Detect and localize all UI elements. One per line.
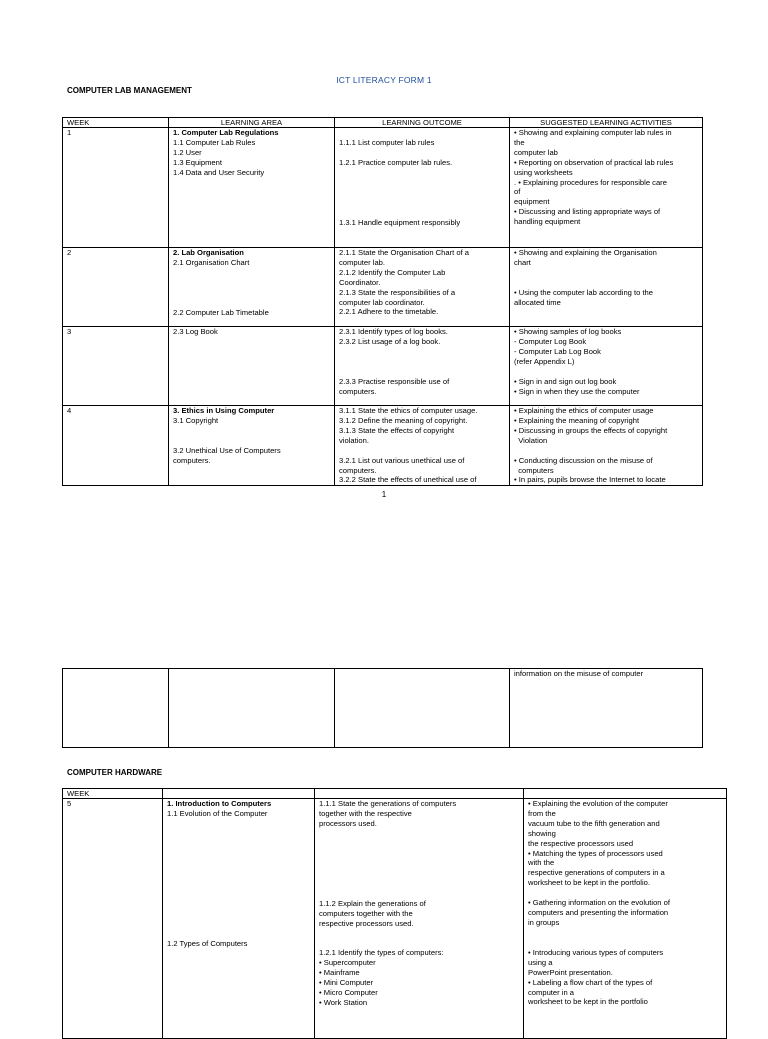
activities-cell: • Showing samples of log books - Computer Log Book - Computer Lab Log Book (refer Appendix L) • Sign in and sign out log book • Sign in when they use the computer [510,327,703,406]
week-cell [63,669,169,748]
learning-outcome-cell: 2.3.1 Identify types of log books. 2.3.2 List usage of a log book. 2.3.3 Practise responsible use of computers. [335,327,510,406]
header-learning-outcome: LEARNING OUTCOME [335,118,510,128]
continuation-table [62,668,703,748]
lab-management-table [62,117,703,486]
learning-area-cell: 1. Computer Lab Regulations 1.1 Computer Lab Rules 1.2 User 1.3 Equipment 1.4 Data and User Security [169,128,335,248]
table-row [63,669,703,748]
header-empty [315,789,524,799]
week-cell: 1 [63,128,169,248]
week-cell: 5 [63,799,163,1039]
learning-outcome-cell: 3.1.1 State the ethics of computer usage. 3.1.2 Define the meaning of copyright. 3.1.3 State the effects of copyright violation. 3.2.1 List out various unethical use of computers. 3.2.2 State the effects of unethical use of [335,406,510,486]
section-title-hardware: COMPUTER HARDWARE [67,768,163,777]
section-title-lab-management: COMPUTER LAB MANAGEMENT [67,86,192,95]
header-empty [524,789,727,799]
learning-area-cell [169,669,335,748]
table-row [63,799,727,1039]
document-title: ICT LITERACY FORM 1 [336,75,432,85]
table-row [63,128,703,248]
activities-cell: information on the misuse of computer [510,669,703,748]
table-header-row [63,789,727,799]
header-learning-area: LEARNING AREA [169,118,335,128]
week-cell: 3 [63,327,169,406]
learning-outcome-cell: 1.1.1 List computer lab rules 1.2.1 Practice computer lab rules. 1.3.1 Handle equipment responsibly [335,128,510,248]
table-row [63,248,703,327]
activities-cell: • Showing and explaining the Organisation chart • Using the computer lab according to the allocated time [510,248,703,327]
learning-outcome-cell: 1.1.1 State the generations of computers together with the respective processors used. 1.1.2 Explain the generations of computers together with the respective processors used. 1.2.1 Identify the types of computers: • Supercomputer • Mainframe • Mini Computer • Micro Computer • Work Station [315,799,524,1039]
learning-area-cell: 2. Lab Organisation 2.1 Organisation Chart 2.2 Computer Lab Timetable [169,248,335,327]
header-suggested-activities: SUGGESTED LEARNING ACTIVITIES [510,118,703,128]
header-empty [163,789,315,799]
header-week: WEEK [63,789,163,799]
header-week: WEEK [63,118,169,128]
table-row [63,327,703,406]
week-cell: 2 [63,248,169,327]
activities-cell: • Showing and explaining computer lab rules in the computer lab • Reporting on observation of practical lab rules using worksheets . • Explaining procedures for responsible care of equipment • Discussing and listing appropriate ways of handling equipment [510,128,703,248]
hardware-table [62,788,727,1039]
table-header-row [63,118,703,128]
week-cell: 4 [63,406,169,486]
page-number: 1 [381,490,387,499]
learning-outcome-cell: 2.1.1 State the Organisation Chart of a computer lab. 2.1.2 Identify the Computer Lab Coordinator. 2.1.3 State the responsibilities of a computer lab coordinator. 2.2.1 Adhere to the timetable. [335,248,510,327]
learning-outcome-cell [335,669,510,748]
learning-area-cell: 2.3 Log Book [169,327,335,406]
activities-cell: • Explaining the ethics of computer usage • Explaining the meaning of copyright • Discussing in groups the effects of copyright Violation • Conducting discussion on the misuse of computers • In pairs, pupils browse the Internet to locate [510,406,703,486]
activities-cell: • Explaining the evolution of the computer from the vacuum tube to the fifth generation and showing the respective processors used • Matching the types of processors used with the respective generations of computers in a worksheet to be kept in the portfolio. • Gathering information on the evolution of computers and presenting the information in groups • Introducing various types of computers using a PowerPoint presentation. • Labeling a flow chart of the types of computer in a worksheet to be kept in the portfolio [524,799,727,1039]
learning-area-cell: 3. Ethics in Using Computer 3.1 Copyright 3.2 Unethical Use of Computers computers. [169,406,335,486]
table-row [63,406,703,486]
learning-area-cell: 1. Introduction to Computers 1.1 Evolution of the Computer 1.2 Types of Computers [163,799,315,1039]
